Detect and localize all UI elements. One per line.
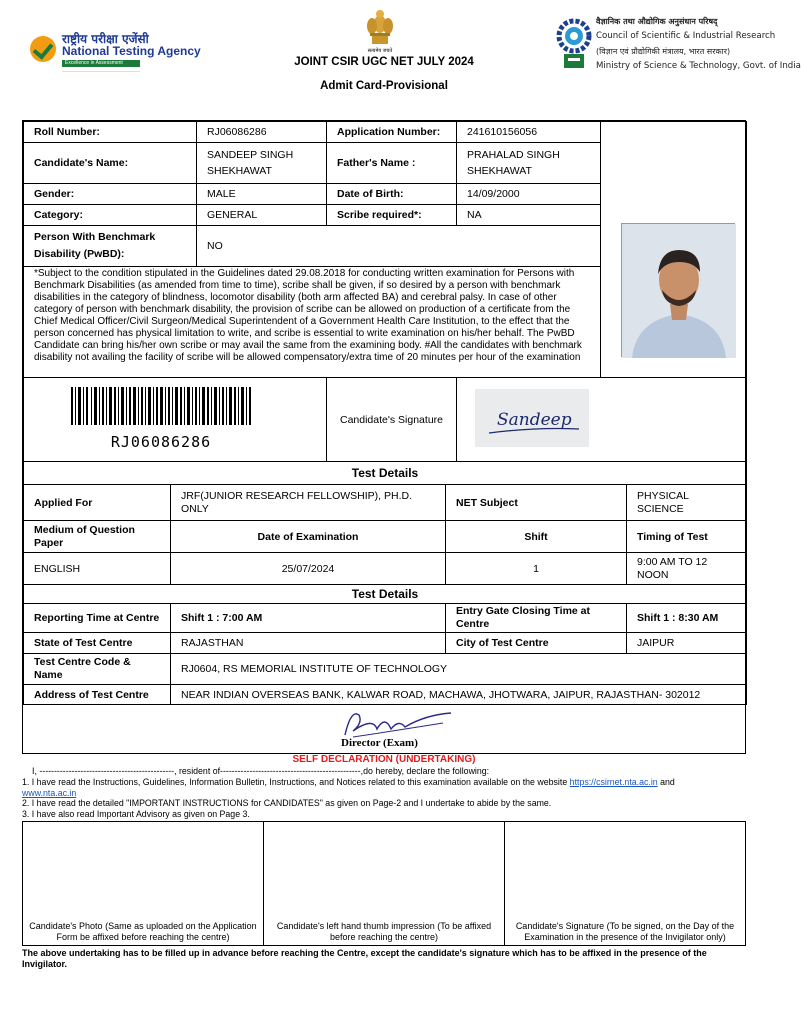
dob-value: 14/09/2000 — [456, 183, 601, 205]
csir-hindi-name: वैज्ञानिक तथा औद्योगिक अनुसंधान परिषद् — [596, 17, 718, 26]
candidate-signature — [475, 389, 589, 447]
barcode-icon — [71, 387, 251, 425]
declaration-line-1-text: 1. I have read the Instructions, Guidelines, Information Bulletin, Instructions, and Notices related to this examination available on the website — [22, 777, 570, 787]
reporting-time-value: Shift 1 : 7:00 AM — [170, 603, 446, 633]
document-title: Admit Card-Provisional — [320, 80, 448, 92]
address-value: NEAR INDIAN OVERSEAS BANK, KALWAR ROAD, MACHAWA, JHOTWARA, JAIPUR, RAJASTHAN- 302012 — [170, 684, 747, 705]
medium-value: ENGLISH — [23, 552, 171, 585]
signature-image — [475, 389, 589, 447]
scribe-label: Scribe required*: — [326, 204, 457, 226]
admit-card-table — [22, 120, 746, 754]
father-name-value: PRAHALAD SINGH SHEKHAWAT — [456, 142, 601, 184]
emblem-icon — [350, 6, 410, 48]
csir-english-name: Council of Scientific & Industrial Research — [596, 31, 776, 41]
national-emblem — [350, 6, 410, 56]
scribe-note: *Subject to the condition stipulated in the Guidelines dated 29.08.2018 for conducting written examination for Persons with Benchmark Disabilities (as amended from time to time), scribe shall be given, if so desired by a person with benchmark disabilities in the category of blindness, locomotor disability (both arm affected BA) and cerebral palsy. In case of other category of person with benchmark disability, the provision of scribe can be allowed on production of a certificate from the Chief Medical Officer/Civil Surgeon/Medical Superintendent of a Government Health Care Institution, to the effect that the person concerned has physical limitation to write, and scribe is essential to write examination on his/her behalf. The PwBD Candidate can bring his/her own scribe or may avail the same from the examining body. #All the candidates with benchmark disability not availing the facility of scribe will be allowed compensatory/extra time of 20 minutes per hour of the examination — [23, 266, 601, 378]
category-label: Category: — [23, 204, 197, 226]
exam-date-label: Date of Examination — [170, 520, 446, 553]
declaration-intro: I, ----------------------------------------------, resident of------------------------------------------------,do hereby, declare the following: — [32, 766, 490, 776]
state-label: State of Test Centre — [23, 632, 171, 654]
barcode-number: RJ06086286 — [110, 433, 212, 451]
undertaking-footer: The above undertaking has to be filled up in advance before reaching the Centre, except the candidate's signature which has to be affixed in the presence of the Invigilator. — [22, 948, 707, 969]
application-number-value: 241610156056 — [456, 121, 601, 143]
city-value: JAIPUR — [626, 632, 747, 654]
gate-closing-label: Entry Gate Closing Time at Centre — [445, 603, 627, 633]
address-label: Address of Test Centre — [23, 684, 171, 705]
nta-fineprint: —————————————————————————— — [62, 69, 140, 73]
exam-title: JOINT CSIR UGC NET JULY 2024 — [294, 56, 474, 68]
test-details-heading-1: Test Details — [23, 461, 747, 485]
declaration-line-1-and: and — [657, 777, 675, 787]
nta-link[interactable]: www.nta.ac.in — [22, 788, 77, 798]
application-number-label: Application Number: — [326, 121, 457, 143]
applied-for-label: Applied For — [23, 484, 171, 521]
gender-label: Gender: — [23, 183, 197, 205]
declaration-line-1 — [22, 777, 675, 788]
net-subject-label: NET Subject — [445, 484, 627, 521]
roll-number-value: RJ06086286 — [196, 121, 327, 143]
csir-hindi-ministry: (विज्ञान एवं प्रौद्योगिकी मंत्रालय, भारत सरकार) — [596, 47, 731, 56]
candidate-name-label: Candidate's Name: — [23, 142, 197, 184]
csirnet-link[interactable]: https://csirnet.nta.ac.in — [569, 777, 658, 787]
declaration-line-3: 3. I have also read Important Advisory as given on Page 3. — [22, 809, 250, 819]
pwbd-value: NO — [196, 225, 601, 267]
candidate-name-value: SANDEEP SINGH SHEKHAWAT — [196, 142, 327, 184]
city-label: City of Test Centre — [445, 632, 627, 654]
dob-label: Date of Birth: — [326, 183, 457, 205]
csir-logo — [556, 14, 592, 74]
gender-value: MALE — [196, 183, 327, 205]
declaration-line-2: 2. I have read the detailed "IMPORTANT INSTRUCTIONS for CANDIDATES" as given on Page-2 and I undertake to abide by the same. — [22, 798, 552, 808]
reporting-time-label: Reporting Time at Centre — [23, 603, 171, 633]
nta-logo — [30, 30, 200, 78]
centre-code-label: Test Centre Code & Name — [23, 653, 171, 685]
emblem-caption: सत्यमेव जयते — [367, 48, 393, 54]
svg-text:Sandeep: Sandeep — [497, 410, 572, 430]
signature-box: Candidate's Signature (To be signed, on the Day of the Examination in the presence of the Invigilator only) — [515, 921, 735, 942]
shift-value: 1 — [445, 552, 627, 585]
roll-number-label: Roll Number: — [23, 121, 197, 143]
nta-tagline: Excellence in Assessment — [62, 60, 140, 67]
undertaking-boxes — [22, 821, 746, 946]
gate-closing-value: Shift 1 : 8:30 AM — [626, 603, 747, 633]
candidate-photo-image — [622, 224, 736, 358]
csir-name-block — [596, 14, 801, 74]
shift-label: Shift — [445, 520, 627, 553]
timing-label: Timing of Test — [626, 520, 747, 553]
csir-ministry: Ministry of Science & Technology, Govt. of India — [596, 61, 801, 71]
declaration-title: SELF DECLARATION (UNDERTAKING) — [292, 754, 476, 765]
applied-for-value: JRF(JUNIOR RESEARCH FELLOWSHIP), PH.D. ONLY — [170, 484, 446, 521]
net-subject-value: PHYSICAL SCIENCE — [626, 484, 747, 521]
csir-gear-icon — [556, 14, 592, 74]
test-details-heading-2: Test Details — [23, 584, 747, 604]
nta-english-name: National Testing Agency — [62, 44, 201, 58]
signature-label: Candidate's Signature — [326, 377, 457, 462]
centre-code-value: RJ0604, RS MEMORIAL INSTITUTE OF TECHNOLOGY — [170, 653, 747, 685]
medium-label: Medium of Question Paper — [23, 520, 171, 553]
thumb-box: Candidate's left hand thumb impression (To be affixed before reaching the centre) — [264, 822, 505, 945]
father-name-label: Father's Name : — [326, 142, 457, 184]
timing-value: 9:00 AM TO 12 NOON — [626, 552, 747, 585]
state-value: RAJASTHAN — [170, 632, 446, 654]
candidate-photo — [621, 223, 735, 357]
exam-date-value: 25/07/2024 — [170, 552, 446, 585]
director-label: Director (Exam) — [341, 737, 418, 749]
photo-box: Candidate's Photo (Same as uploaded on the Application Form be affixed before reaching the centre) — [23, 822, 264, 945]
scribe-value: NA — [456, 204, 601, 226]
pwbd-label: Person With Benchmark Disability (PwBD): — [23, 225, 197, 267]
category-value: GENERAL — [196, 204, 327, 226]
nta-hindi-name: राष्ट्रीय परीक्षा एजेंसी — [62, 32, 149, 46]
